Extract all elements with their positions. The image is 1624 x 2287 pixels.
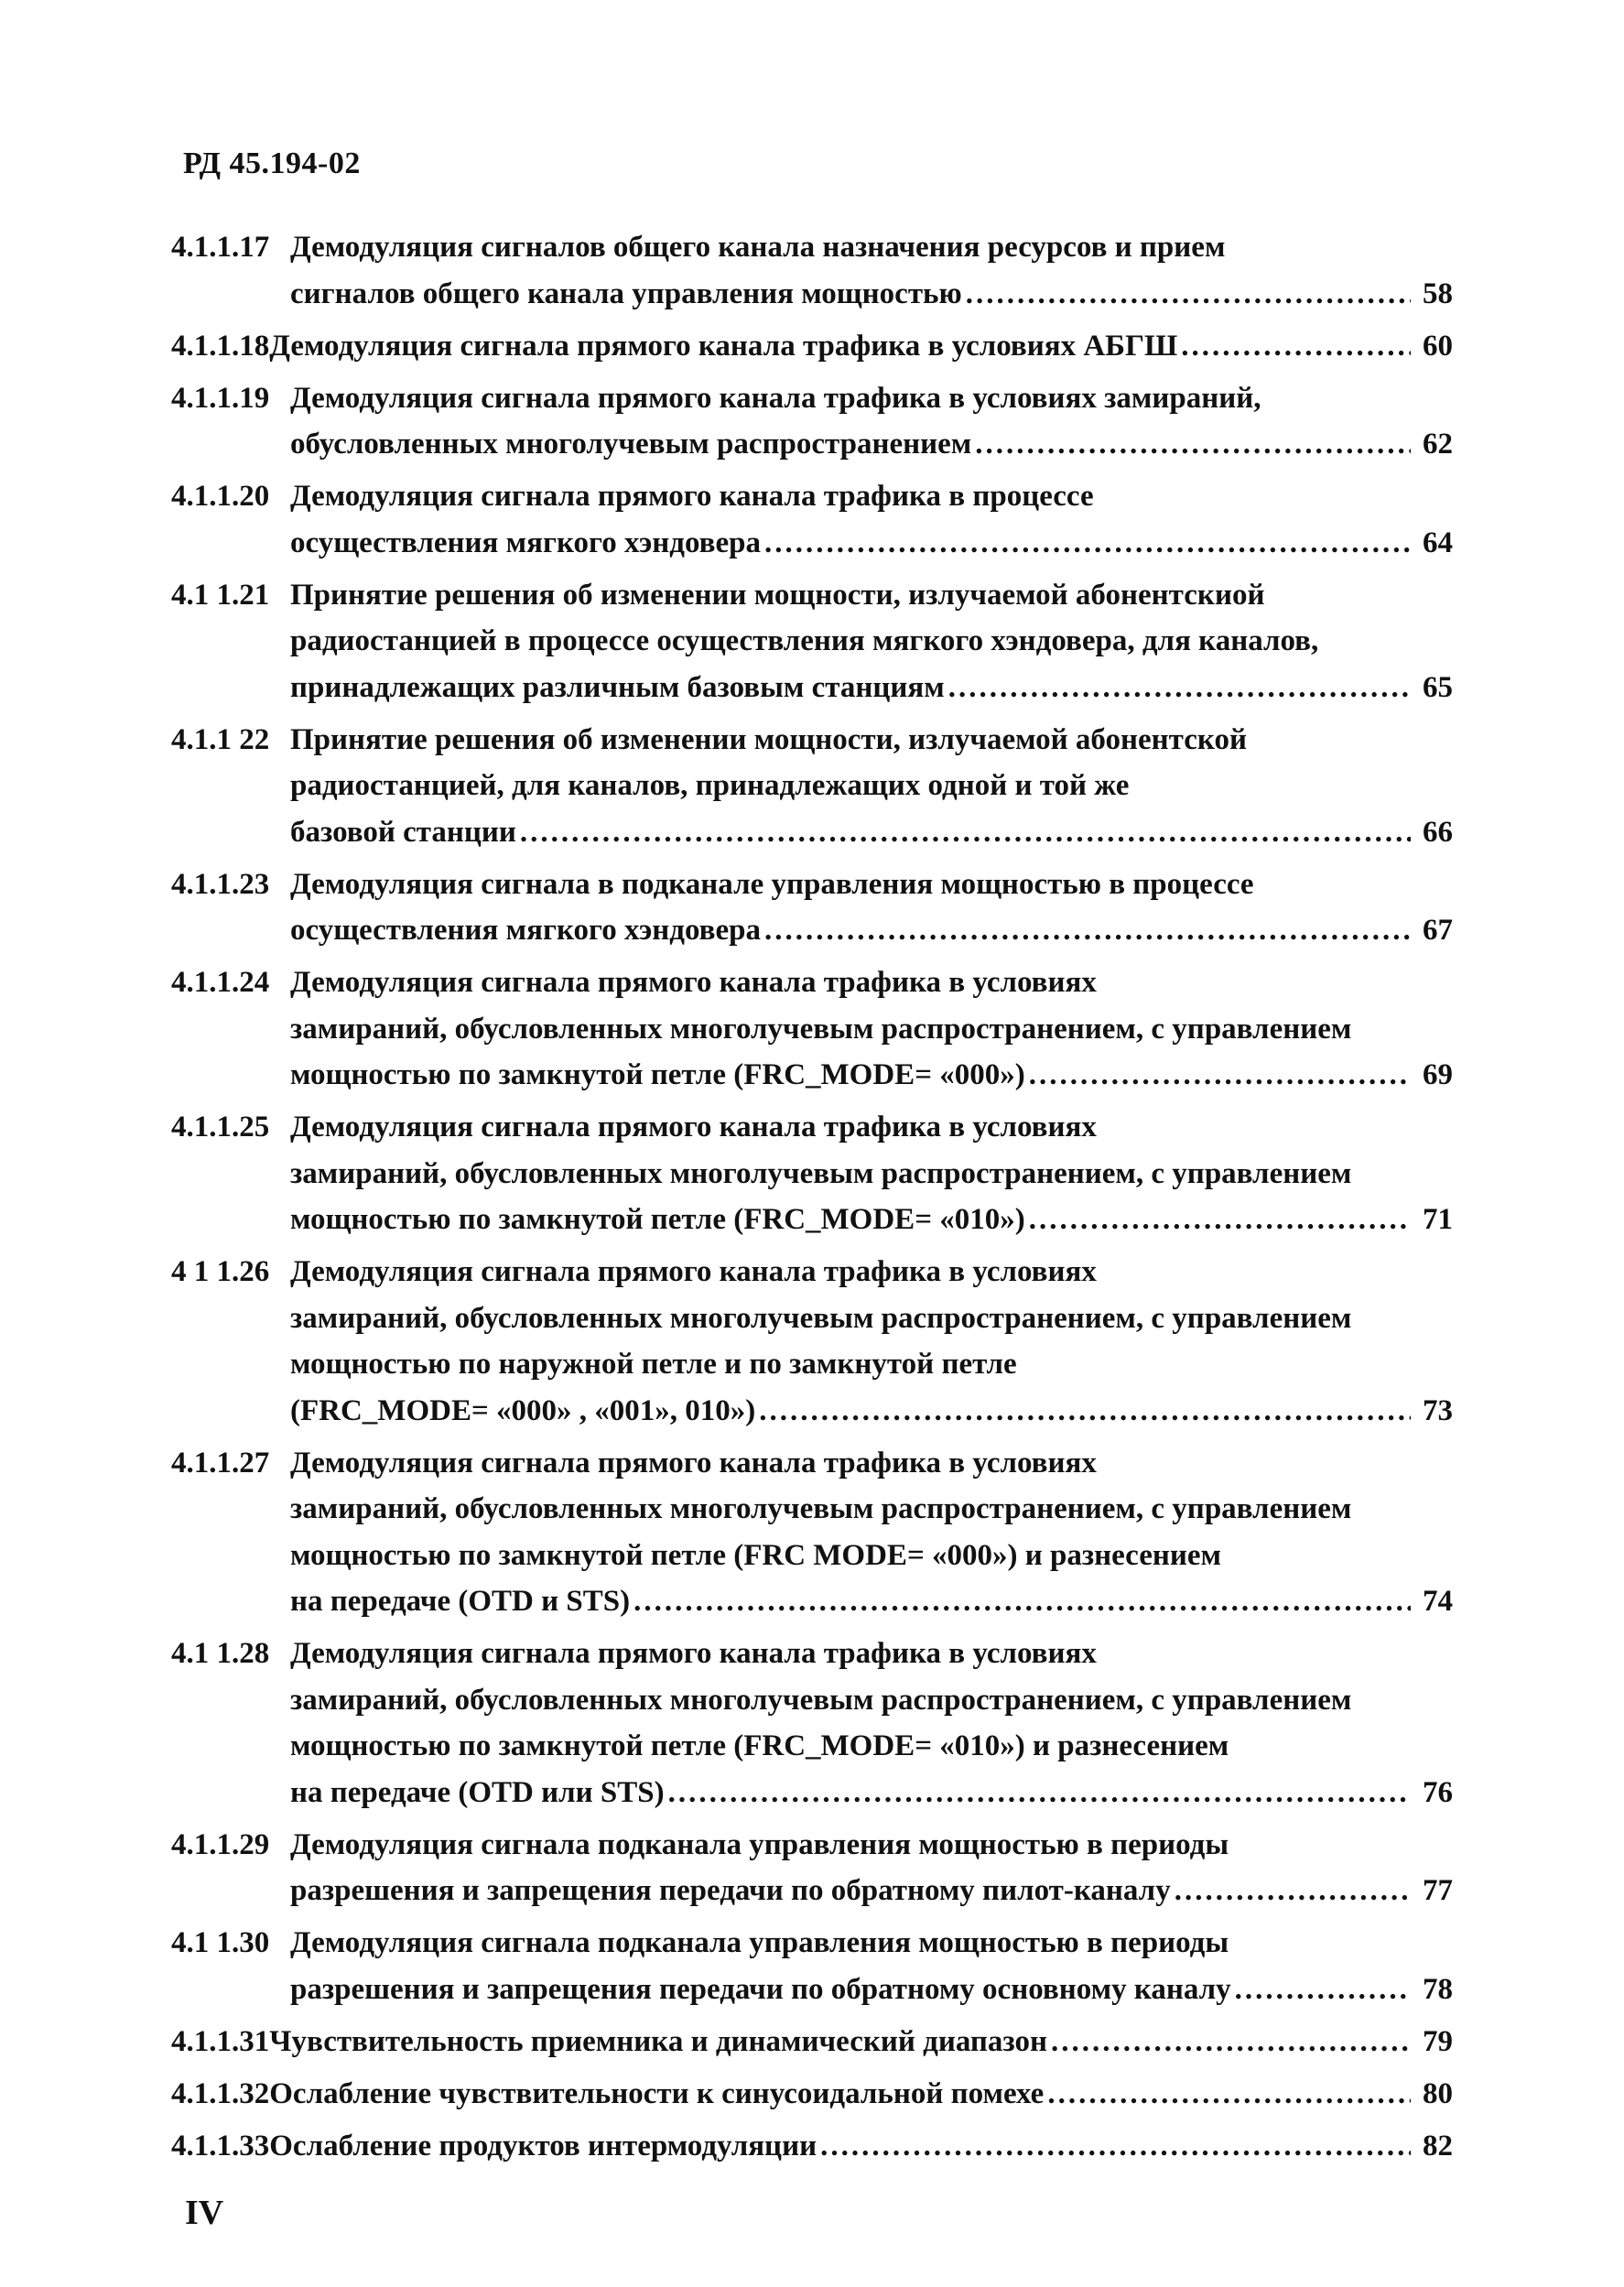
toc-section-number: 4.1.1.18 (171, 329, 270, 363)
toc-section-title: Чувствительность приемника и динамический диапазон (269, 2024, 1048, 2058)
toc-entry[interactable] (171, 1104, 1453, 1243)
toc-section-title: разрешения и запрещения передачи по обратному основному каналу (290, 1972, 1231, 2006)
toc-dot-leader (975, 421, 1411, 468)
toc-dot-leader (1235, 1967, 1411, 2013)
toc-section-number: 4.1 1.21 (171, 578, 270, 612)
toc-entry[interactable] (171, 2123, 1453, 2170)
toc-dot-leader (668, 1770, 1411, 1816)
toc-section-title: Демодуляция сигнала прямого канала трафика в условиях (290, 1255, 1097, 1288)
toc-entry[interactable] (171, 1631, 1453, 1816)
toc-entry[interactable] (171, 224, 1453, 317)
toc-dot-leader (820, 2123, 1411, 2170)
toc-section-title: Демодуляция сигнала прямого канала трафика в условиях (290, 966, 1097, 999)
toc-dot-leader (764, 907, 1411, 954)
toc-section-number: 4.1.1.24 (171, 966, 270, 999)
toc-entry-line (171, 2019, 1453, 2065)
toc-section-title: Принятие решения об изменении мощности, излучаемой абонентской (290, 722, 1248, 756)
toc-entry-line (171, 1151, 1453, 1198)
toc-section-title: на передаче (OTD или STS) (290, 1775, 665, 1809)
toc-section-number: 4 1 1.26 (171, 1255, 270, 1288)
toc-entry[interactable] (171, 1249, 1453, 1434)
toc-section-title: Демодуляция сигнала прямого канала трафика в процессе (290, 480, 1094, 513)
toc-section-number: 4.1.1.32 (171, 2076, 270, 2110)
toc-entry-line (171, 907, 1453, 954)
toc-entry-line (171, 959, 1453, 1006)
toc-section-title: осуществления мягкого хэндовера (290, 914, 761, 947)
toc-section-title: мощностью по замкнутой петле (FRC MODE= «000») и разнесением (290, 1538, 1222, 1572)
toc-section-title: Демодуляция сигнала прямого канала трафика в условиях АБГШ (269, 329, 1178, 363)
toc-entry-line (171, 1249, 1453, 1295)
toc-section-title: замираний, обусловленных многолучевым распространением, с управлением (290, 1156, 1352, 1190)
toc-entry-line (171, 224, 1453, 271)
toc-page-number: 74 (1423, 1585, 1453, 1618)
toc-entry[interactable] (171, 862, 1453, 954)
toc-page-number: 76 (1423, 1775, 1453, 1809)
toc-section-title: Демодуляция сигнала прямого канала трафика в условиях (290, 1637, 1097, 1670)
toc-entry[interactable] (171, 1440, 1453, 1625)
document-code-header: РД 45.194-02 (183, 146, 361, 180)
toc-entry-line (171, 618, 1453, 665)
toc-entry-line (171, 1052, 1453, 1099)
toc-entry-line (171, 717, 1453, 764)
toc-entry-line (171, 809, 1453, 856)
toc-entry-line (171, 1533, 1453, 1579)
toc-section-title: Принятие решения об изменении мощности, излучаемой абонентскиой (290, 578, 1265, 612)
toc-section-title: сигналов общего канала управления мощностью (290, 276, 962, 310)
toc-page-number: 71 (1423, 1203, 1453, 1236)
toc-section-title: разрешения и запрещения передачи по обратному пилот-каналу (290, 1874, 1171, 1907)
toc-section-title: обусловленных многолучевым распространением (290, 428, 972, 461)
toc-section-title: на передаче (OTD и STS) (290, 1585, 631, 1618)
toc-section-title: базовой станции (290, 815, 516, 849)
toc-section-title: Демодуляция сигнала в подканале управления мощностью в процессе (290, 867, 1254, 901)
toc-section-title: Демодуляция сигнала подканала управления мощностью в периоды (290, 1926, 1229, 1959)
toc-section-number: 4.1.1.20 (171, 480, 270, 513)
toc-entry-line (171, 2071, 1453, 2118)
toc-page-number: 82 (1423, 2129, 1453, 2162)
toc-dot-leader (520, 809, 1411, 856)
toc-dot-leader (764, 520, 1411, 567)
toc-entry-line (171, 1920, 1453, 1967)
toc-section-title: Ослабление чувствительности к синусоидальной помехе (269, 2076, 1045, 2110)
toc-section-title: Ослабление продуктов интермодуляции (269, 2129, 817, 2162)
toc-entry-line (171, 323, 1453, 370)
toc-page-number: 60 (1423, 329, 1453, 363)
toc-page-number: 78 (1423, 1972, 1453, 2006)
toc-section-title: мощностью по замкнутой петле (FRC_MODE= «000») (290, 1058, 1025, 1091)
toc-dot-leader (1175, 1868, 1411, 1914)
toc-entry-line (171, 1197, 1453, 1243)
toc-section-number: 4.1.1.25 (171, 1111, 270, 1144)
toc-section-title: Демодуляция сигналов общего канала назначения ресурсов и прием (290, 231, 1226, 264)
toc-page-number: 66 (1423, 815, 1453, 849)
toc-entry[interactable] (171, 1920, 1453, 2012)
toc-entry-line (171, 665, 1453, 711)
toc-entry[interactable] (171, 473, 1453, 566)
toc-section-number: 4.1.1.29 (171, 1827, 270, 1861)
toc-dot-leader (1181, 323, 1411, 370)
toc-page-number: 80 (1423, 2076, 1453, 2110)
toc-entry-line (171, 1295, 1453, 1342)
toc-page-number: 58 (1423, 276, 1453, 310)
toc-section-title: мощностью по наружной петле и по замкнутой петле (290, 1348, 1017, 1381)
toc-entry-line (171, 473, 1453, 520)
toc-section-title: замираний, обусловленных многолучевым распространением, с управлением (290, 1683, 1352, 1717)
toc-section-number: 4.1.1.19 (171, 381, 270, 415)
toc-entry-line (171, 1341, 1453, 1388)
toc-page-number: 69 (1423, 1058, 1453, 1091)
toc-page-number: 65 (1423, 670, 1453, 704)
toc-entry-line (171, 763, 1453, 809)
toc-entry[interactable] (171, 375, 1453, 468)
toc-section-title: радиостанцией в процессе осуществления мягкого хэндовера, для каналов, (290, 624, 1319, 657)
toc-entry-line (171, 572, 1453, 619)
toc-dot-leader (759, 1388, 1411, 1435)
toc-page-number: 62 (1423, 428, 1453, 461)
page-number-roman: IV (185, 2194, 224, 2232)
toc-entry-line (171, 1868, 1453, 1914)
toc-section-title: мощностью по замкнутой петле (FRC_MODE= «010») (290, 1203, 1025, 1236)
toc-dot-leader (633, 1578, 1411, 1625)
toc-section-title: замираний, обусловленных многолучевым распространением, с управлением (290, 1492, 1352, 1525)
toc-page-number: 77 (1423, 1874, 1453, 1907)
toc-entry-line (171, 1723, 1453, 1770)
toc-section-number: 4.1.1.27 (171, 1446, 270, 1480)
toc-entry-line (171, 1770, 1453, 1816)
toc-page-number: 79 (1423, 2024, 1453, 2058)
toc-dot-leader (966, 271, 1411, 318)
toc-dot-leader (1029, 1197, 1411, 1243)
toc-entry-line (171, 1104, 1453, 1151)
toc-section-title: замираний, обусловленных многолучевым распространением, с управлением (290, 1301, 1352, 1335)
toc-section-title: Демодуляция сигнала прямого канала трафика в условиях замираний, (290, 381, 1261, 415)
toc-entry-line (171, 1388, 1453, 1435)
toc-entry[interactable] (171, 572, 1453, 711)
toc-dot-leader (948, 665, 1411, 711)
toc-entry-line (171, 1440, 1453, 1487)
toc-section-title: замираний, обусловленных многолучевым распространением, с управлением (290, 1012, 1352, 1046)
toc-entry[interactable] (171, 323, 1453, 370)
toc-entry-line (171, 421, 1453, 468)
toc-entry[interactable] (171, 2071, 1453, 2118)
table-of-contents (171, 224, 1453, 2175)
toc-section-number: 4.1 1.28 (171, 1637, 270, 1670)
toc-section-number: 4.1.1.31 (171, 2024, 270, 2058)
toc-section-number: 4.1.1 22 (171, 722, 270, 756)
toc-entry[interactable] (171, 959, 1453, 1099)
toc-dot-leader (1051, 2019, 1411, 2065)
toc-entry-line (171, 1006, 1453, 1053)
toc-entry-line (171, 520, 1453, 567)
toc-dot-leader (1029, 1052, 1411, 1099)
toc-entry-line (171, 1677, 1453, 1724)
toc-entry-line (171, 1631, 1453, 1677)
toc-section-number: 4.1.1.17 (171, 231, 270, 264)
toc-entry-line (171, 1822, 1453, 1869)
toc-dot-leader (1047, 2071, 1411, 2118)
toc-entry-line (171, 271, 1453, 318)
toc-entry-line (171, 1967, 1453, 2013)
toc-section-title: радиостанцией, для каналов, принадлежащих одной и той же (290, 769, 1130, 802)
toc-section-title: Демодуляция сигнала подканала управления мощностью в периоды (290, 1827, 1229, 1861)
toc-entry[interactable] (171, 2019, 1453, 2065)
toc-section-number: 4.1.1.23 (171, 867, 270, 901)
toc-section-title: принадлежащих различным базовым станциям (290, 670, 945, 704)
toc-section-title: осуществления мягкого хэндовера (290, 526, 761, 559)
toc-section-title: (FRC_MODE= «000» , «001», 010») (290, 1393, 756, 1427)
toc-page-number: 73 (1423, 1393, 1453, 1427)
toc-entry-line (171, 1578, 1453, 1625)
toc-entry-line (171, 862, 1453, 908)
toc-entry-line (171, 1486, 1453, 1533)
toc-entry-line (171, 375, 1453, 422)
toc-section-number: 4.1.1.33 (171, 2129, 270, 2162)
toc-section-title: мощностью по замкнутой петле (FRC_MODE= «010») и разнесением (290, 1729, 1229, 1762)
toc-entry[interactable] (171, 717, 1453, 856)
toc-section-title: Демодуляция сигнала прямого канала трафика в условиях (290, 1446, 1097, 1480)
toc-entry[interactable] (171, 1822, 1453, 1914)
toc-page-number: 67 (1423, 914, 1453, 947)
toc-section-title: Демодуляция сигнала прямого канала трафика в условиях (290, 1111, 1097, 1144)
toc-entry-line (171, 2123, 1453, 2170)
toc-page-number: 64 (1423, 526, 1453, 559)
toc-section-number: 4.1 1.30 (171, 1926, 270, 1959)
